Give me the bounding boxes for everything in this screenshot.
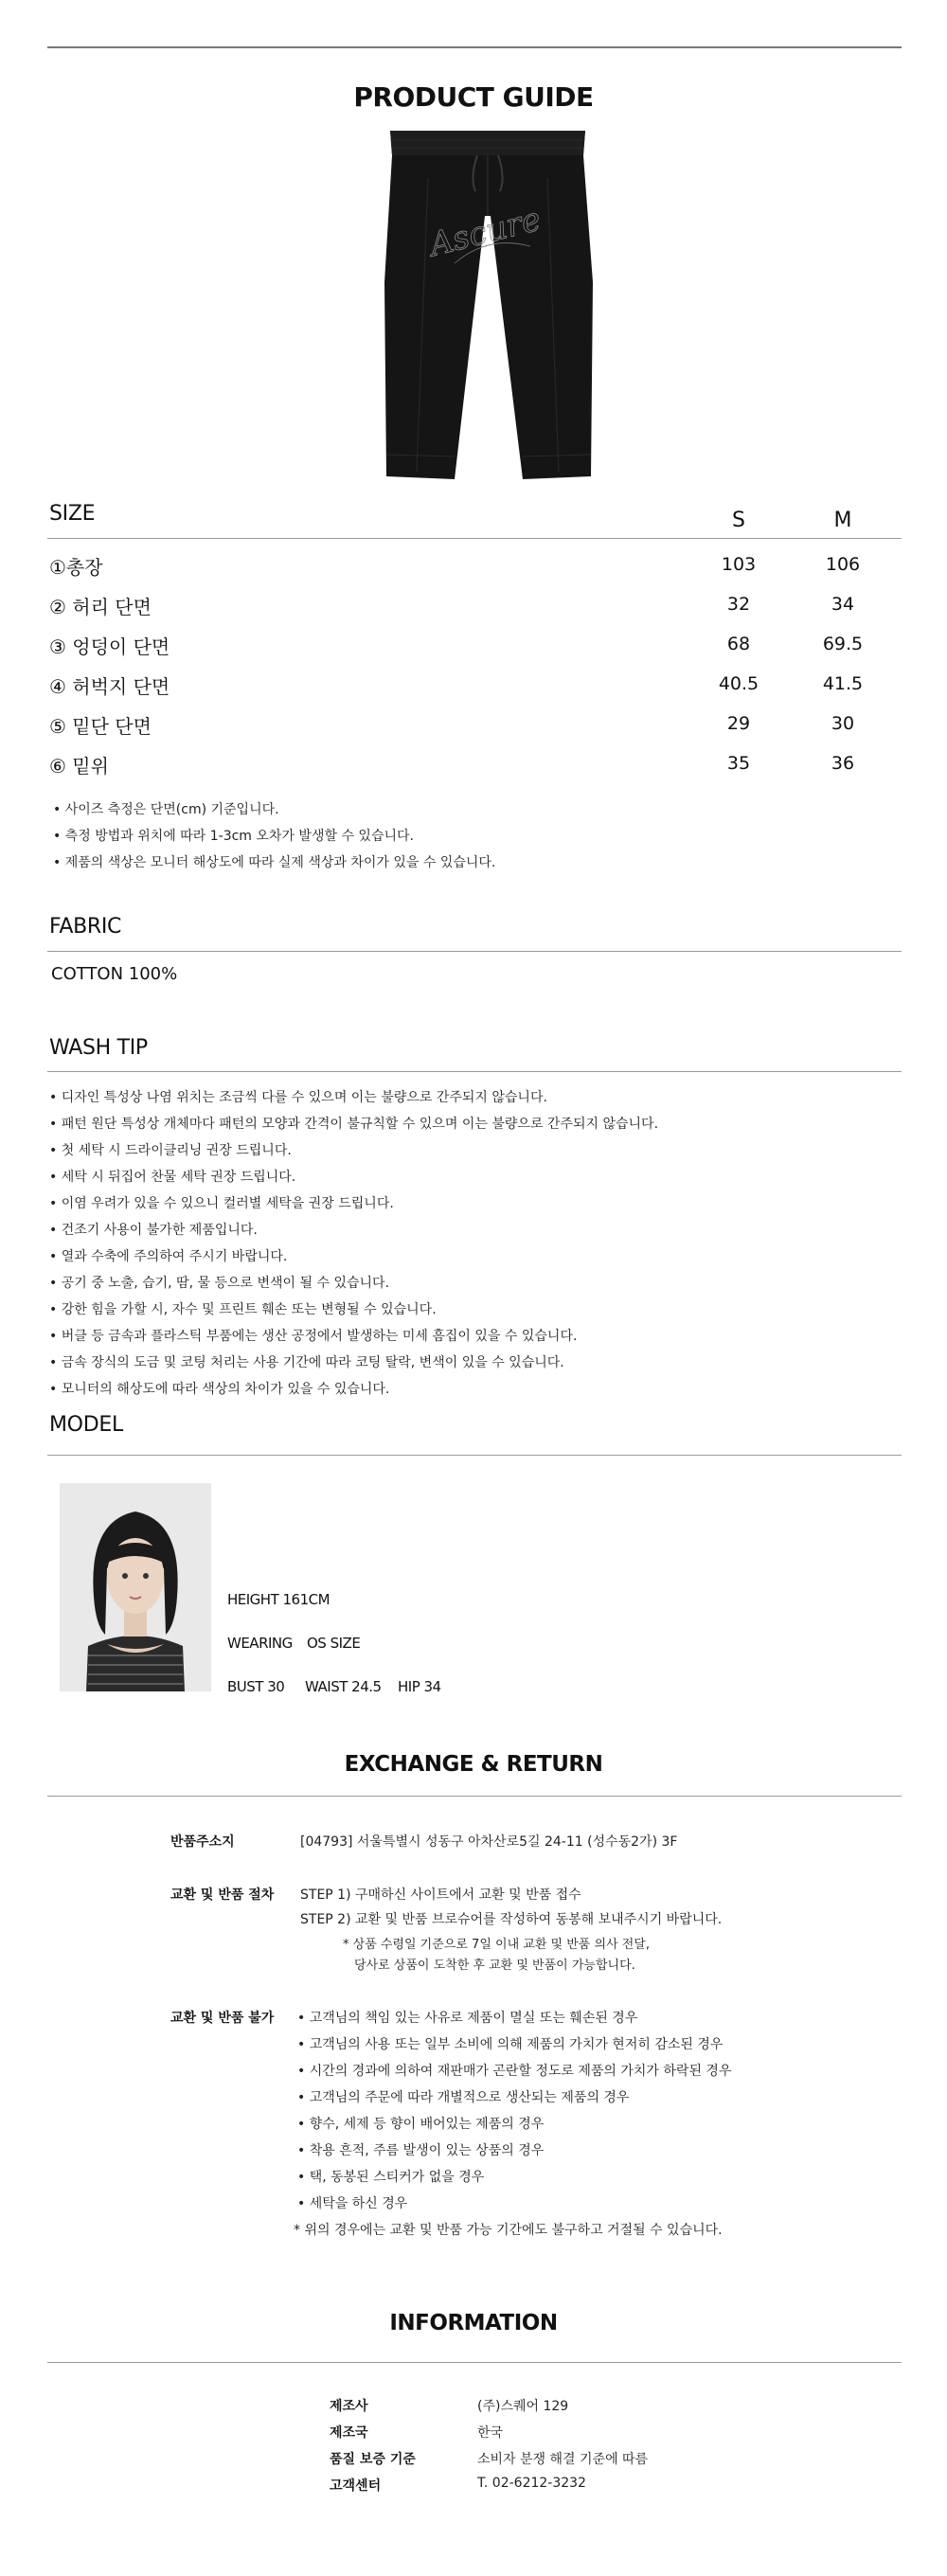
- wash-item: • 디자인 특성상 나염 위치는 조금씩 다를 수 있으며 이는 불량으로 간주되지 않습니다.: [49, 1090, 547, 1105]
- model-wearing-label: WEARING: [227, 1635, 293, 1652]
- size-row-label: ③ 엉덩이 단면: [49, 635, 170, 658]
- size-col-s: S: [732, 509, 745, 532]
- size-s-value: 35: [726, 753, 751, 774]
- exchange-section-title: EXCHANGE & RETURN: [344, 1752, 603, 1777]
- return-process-label: 교환 및 반품 절차: [170, 1887, 275, 1903]
- return-unavailable-note: * 위의 경우에는 교환 및 반품 가능 기간에도 불구하고 거절될 수 있습니다.: [294, 2223, 723, 2238]
- size-m-value: 36: [831, 753, 855, 774]
- size-row-label: ④ 허벅지 단면: [49, 675, 170, 698]
- return-unavailable-item: • 고객님의 사용 또는 일부 소비에 의해 제품의 가치가 현저히 감소된 경우: [297, 2037, 724, 2052]
- return-unavailable-label: 교환 및 반품 불가: [170, 2011, 275, 2026]
- return-address: [04793] 서울특별시 성동구 아차산로5길 24-11 (성수동2가) 3F: [300, 1834, 678, 1850]
- size-col-m: M: [833, 509, 852, 532]
- size-row: [49, 671, 902, 704]
- size-row-label: ② 허리 단면: [49, 596, 152, 618]
- size-row-label: ⑤ 밑단 단면: [49, 715, 152, 738]
- size-row: [49, 751, 902, 783]
- wash-item: • 건조기 사용이 불가한 제품입니다.: [49, 1223, 258, 1238]
- size-note: • 사이즈 측정은 단면(cm) 기준입니다.: [53, 802, 279, 817]
- return-step-note: * 상품 수령일 기준으로 7일 이내 교환 및 반품 의사 전달,: [343, 1938, 650, 1952]
- model-divider: [47, 1455, 902, 1456]
- size-m-value: 34: [831, 594, 855, 615]
- return-step-note: 당사로 상품이 도착한 후 교환 및 반품이 가능합니다.: [354, 1959, 635, 1973]
- pants-script-graphic: Ascure: [425, 200, 545, 265]
- size-section-title: SIZE: [49, 502, 96, 526]
- return-step-2: STEP 2) 교환 및 반품 브로슈어를 작성하여 동봉해 보내주시기 바랍니다.: [300, 1912, 723, 1927]
- info-value: (주)스퀘어 129: [477, 2399, 569, 2414]
- size-s-value: 103: [721, 554, 757, 575]
- wash-item: • 모니터의 해상도에 따라 색상의 차이가 있을 수 있습니다.: [49, 1382, 390, 1397]
- size-divider: [47, 538, 902, 539]
- pants-shape: [384, 131, 593, 479]
- size-s-value: 40.5: [718, 673, 759, 694]
- info-value: T. 02-6212-3232: [477, 2476, 586, 2491]
- model-section-title: MODEL: [49, 1413, 123, 1437]
- wash-item: • 세탁 시 뒤집어 찬물 세탁 권장 드립니다.: [49, 1170, 296, 1185]
- black-sweatpants-illustration: [379, 121, 597, 486]
- wash-item: • 버클 등 금속과 플라스틱 부품에는 생산 공정에서 발생하는 미세 흠집이 있을 수 있습니다.: [49, 1329, 578, 1344]
- model-portrait: [60, 1483, 211, 1691]
- product-guide-title: PRODUCT GUIDE: [353, 81, 594, 113]
- wash-item: • 열과 수축에 주의하여 주시기 바랍니다.: [49, 1249, 288, 1264]
- size-note: • 제품의 색상은 모니터 해상도에 따라 실제 색상과 차이가 있을 수 있습니다.: [53, 855, 496, 870]
- info-label: 제조국: [330, 2425, 368, 2441]
- return-unavailable-item: • 고객님의 주문에 따라 개별적으로 생산되는 제품의 경우: [297, 2090, 630, 2105]
- return-unavailable-item: • 착용 흔적, 주름 발생이 있는 상품의 경우: [297, 2143, 545, 2158]
- model-wearing-value: OS SIZE: [307, 1635, 361, 1652]
- size-row: [49, 592, 902, 624]
- return-unavailable-item: • 고객님의 책임 있는 사유로 제품이 멸실 또는 훼손된 경우: [297, 2011, 638, 2026]
- return-address-label: 반품주소지: [170, 1834, 235, 1850]
- info-value: 한국: [477, 2425, 504, 2441]
- size-s-value: 32: [726, 594, 751, 615]
- size-m-value: 41.5: [822, 673, 864, 694]
- return-unavailable-item: • 시간의 경과에 의하여 재판매가 곤란할 정도로 제품의 가치가 하락된 경우: [297, 2064, 732, 2079]
- info-value: 소비자 분쟁 해결 기준에 따름: [477, 2452, 649, 2467]
- size-s-value: 29: [726, 713, 751, 734]
- wash-divider: [47, 1071, 902, 1072]
- wash-item: • 이염 우려가 있을 수 있으니 컬러별 세탁을 권장 드립니다.: [49, 1196, 394, 1211]
- top-divider: [47, 46, 902, 48]
- size-s-value: 68: [726, 634, 751, 654]
- fabric-section-title: FABRIC: [49, 915, 122, 939]
- size-note: • 측정 방법과 위치에 따라 1-3cm 오차가 발생할 수 있습니다.: [53, 829, 414, 844]
- model-waist: WAIST 24.5: [305, 1678, 382, 1695]
- fabric-divider: [47, 951, 902, 952]
- size-row: [49, 552, 902, 584]
- wash-item: • 패턴 원단 특성상 개체마다 패턴의 모양과 간격이 불규칙할 수 있으며 이는 불량으로 간주되지 않습니다.: [49, 1117, 659, 1132]
- return-unavailable-item: • 택, 동봉된 스티커가 없을 경우: [297, 2170, 485, 2185]
- size-row: [49, 632, 902, 664]
- info-label: 제조사: [330, 2399, 368, 2414]
- size-m-value: 106: [825, 554, 861, 575]
- wash-section-title: WASH TIP: [49, 1036, 148, 1060]
- wash-item: • 첫 세탁 시 드라이클리닝 권장 드립니다.: [49, 1143, 292, 1158]
- size-m-value: 30: [831, 713, 855, 734]
- wash-item: • 공기 중 노출, 습기, 땀, 물 등으로 변색이 될 수 있습니다.: [49, 1276, 390, 1291]
- info-label: 고객센터: [330, 2478, 382, 2494]
- return-unavailable-item: • 향수, 세제 등 향이 배어있는 제품의 경우: [297, 2117, 545, 2132]
- model-hip: HIP 34: [398, 1678, 441, 1695]
- fabric-value: COTTON 100%: [51, 964, 178, 984]
- exchange-divider: [47, 1796, 902, 1797]
- info-label: 품질 보증 기준: [330, 2452, 416, 2467]
- return-unavailable-item: • 세탁을 하신 경우: [297, 2196, 408, 2211]
- model-height: HEIGHT 161CM: [227, 1591, 331, 1608]
- model-bust: BUST 30: [227, 1678, 285, 1695]
- information-divider: [47, 2362, 902, 2363]
- return-step-1: STEP 1) 구매하신 사이트에서 교환 및 반품 접수: [300, 1887, 581, 1903]
- size-row-label: ①총장: [49, 556, 103, 579]
- wash-item: • 강한 힘을 가할 시, 자수 및 프린트 훼손 또는 변형될 수 있습니다.: [49, 1302, 437, 1317]
- wash-item: • 금속 장식의 도금 및 코팅 처리는 사용 기간에 따라 코팅 탈락, 변색이 있을 수 있습니다.: [49, 1355, 564, 1370]
- size-row-label: ⑥ 밑위: [49, 755, 109, 778]
- size-m-value: 69.5: [822, 634, 864, 654]
- size-row: [49, 711, 902, 743]
- information-section-title: INFORMATION: [389, 2311, 558, 2335]
